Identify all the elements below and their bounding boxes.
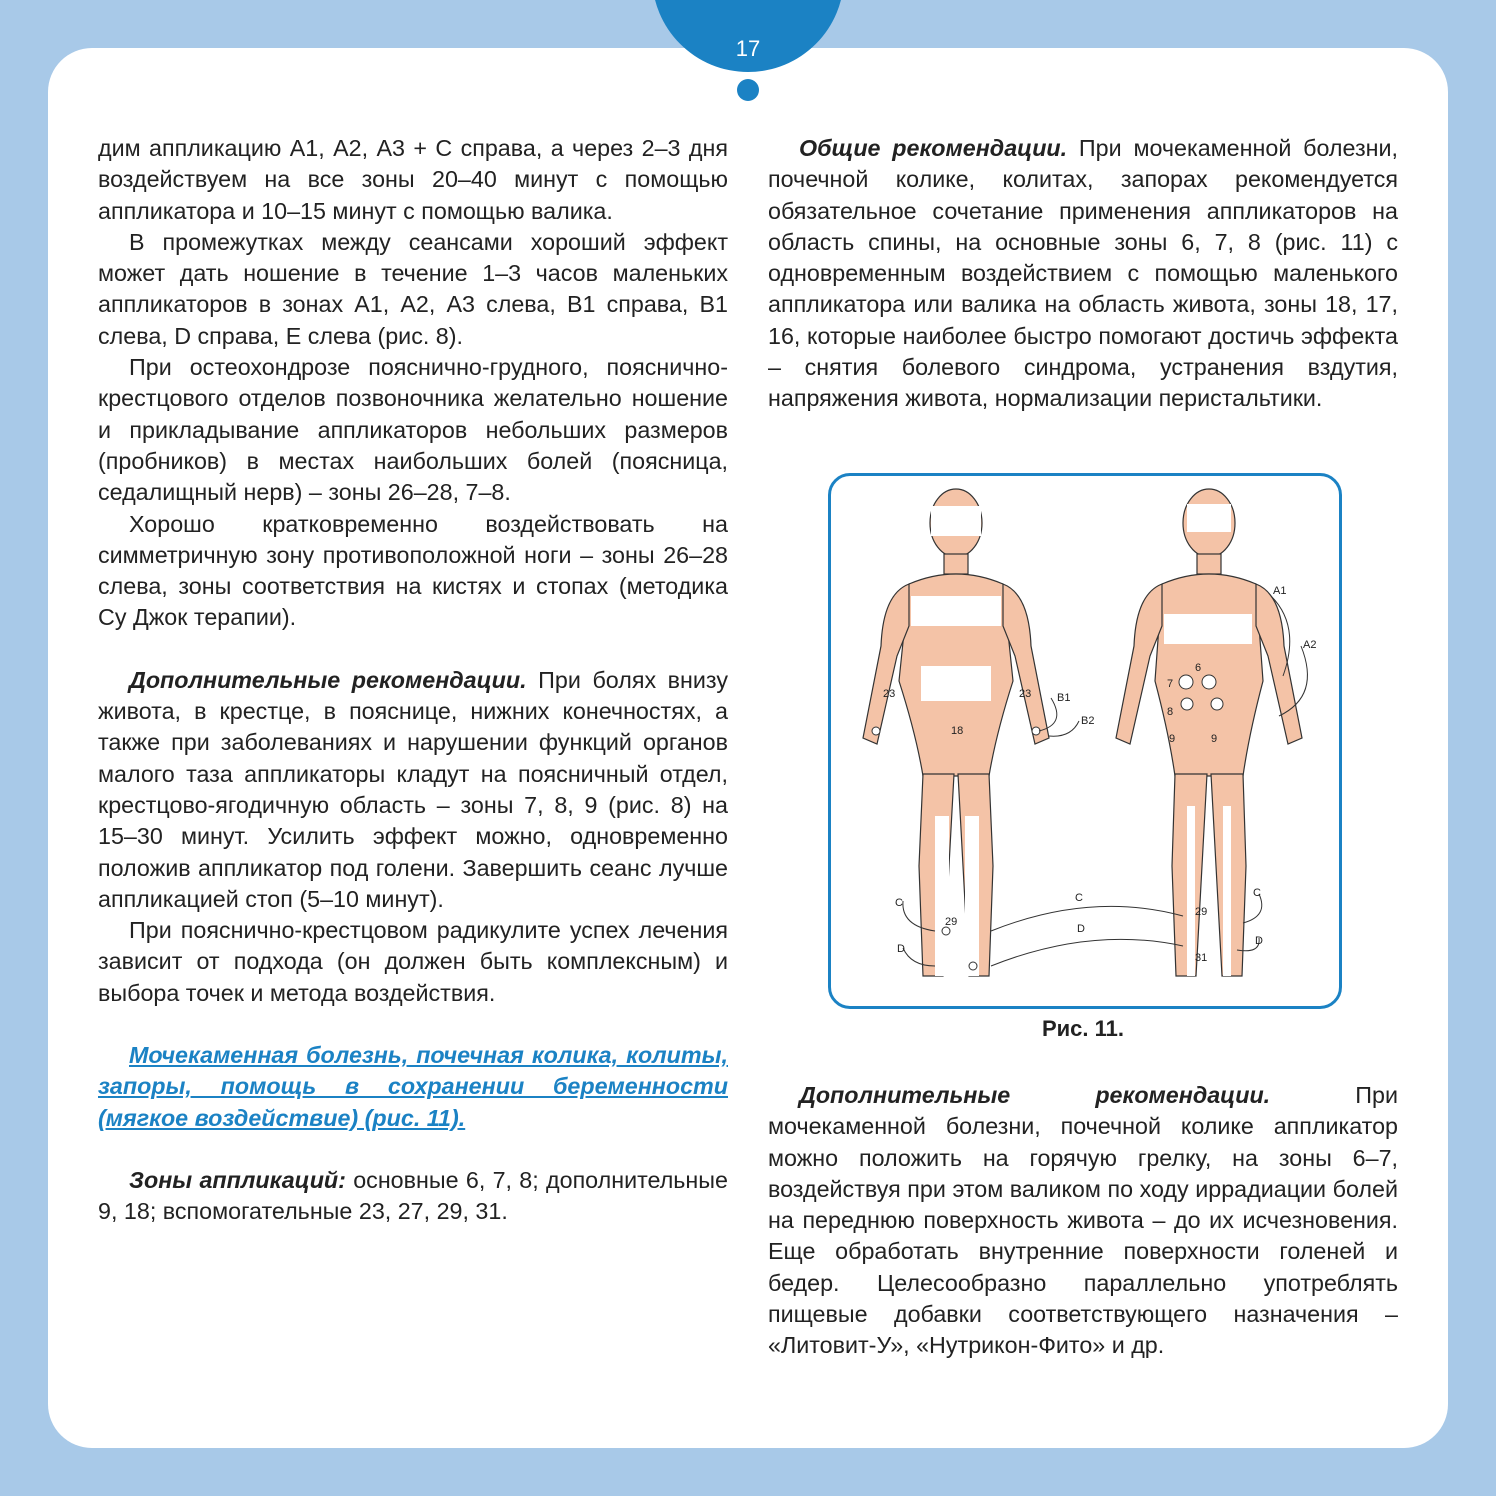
front-face-band (931, 506, 981, 536)
paragraph: При остеохондрозе пояснично-грудного, пояснично-крестцового отделов позвоночника желательно ношение и прикладывание аппликаторов небольших размеров (пробников) в местах наибольших болей (поясница, седалищный нерв) – зоны 26–28, 7–8. (98, 354, 728, 506)
zone-label: 29 (1195, 906, 1208, 918)
paragraph-heading: Зоны аппликаций: (129, 1166, 346, 1193)
zone-label: 9 (1169, 733, 1176, 745)
zone-label: 8 (1167, 706, 1174, 718)
back-leg-band-left (1187, 806, 1195, 976)
zone-label: 9 (1211, 733, 1218, 745)
zone-label: 23 (1019, 688, 1032, 700)
back-arm-right (1256, 584, 1302, 744)
paragraph-additional-recommendations (768, 1080, 1398, 1362)
zone-label: B2 (1081, 715, 1095, 727)
zone-label: 6 (1195, 662, 1202, 674)
zone-label: D (1077, 923, 1085, 935)
zone-label: C (1253, 887, 1261, 899)
paragraph: Хорошо кратковременно воздействовать на симметричную зону противоположной ноги – зоны 26–28 слева, зоны соответствия на кистях и стопах (методика Су Джок терапии). (98, 510, 728, 631)
zone-label: D (1255, 935, 1263, 947)
back-head-band (1187, 504, 1231, 532)
paragraph-heading: Дополнительные рекомендации. (129, 666, 527, 693)
section-title-link[interactable]: Мочекаменная болезнь, почечная колика, колиты, запоры, помощь в сохранении беременности (мягкое воздействие) (рис. 11). (98, 1042, 728, 1131)
paragraph-general-recommendations (768, 133, 1398, 415)
zone-label: C (1075, 892, 1083, 904)
right-column (768, 133, 1398, 415)
paragraph: В промежутках между сеансами хороший эффект может дать ношение в течение 1–3 часов маленьких аппликаторов в зонах А1, А2, А3 слева, В1 справа, В1 слева, D справа, Е слева (рис. 8). (98, 228, 728, 349)
front-neck (944, 554, 968, 574)
paragraph-heading: Дополнительные рекомендации. (799, 1082, 1271, 1108)
body-zones-illustration (831, 476, 1339, 1006)
front-belly-band (921, 666, 991, 701)
zone-label: 31 (1195, 952, 1208, 964)
zone-label: A1 (1273, 585, 1287, 597)
zone-label: A2 (1303, 639, 1317, 651)
front-leg-band-left (935, 816, 949, 976)
page-dot (737, 79, 759, 101)
paragraph: дим аппликацию А1, А2, А3 + С справа, а через 2–3 дня воздействуем на все зоны 20–40 минут с помощью аппликатора и 10–15 минут с помощью валика. (98, 135, 728, 224)
paragraph-text: При мочекаменной болезни, почечной колике, колитах, запорах рекомендуется обязательное сочетание применения аппликаторов на область спины, на основные зоны 6, 7, 8 (рис. 11) с одновременным воздействием с помощью маленького аппликатора или валика на область живота, зоны 18, 17, 16, которые наиболее быстро помогают достичь эффекта – снятия болевого синдрома, устранения вздутия, напряжения живота, нормализации перистальтики. (768, 135, 1398, 412)
paragraph-additional-recommendations (98, 665, 728, 915)
front-leg-band-right (965, 816, 979, 976)
paragraph-heading: Общие рекомендации. (799, 135, 1068, 161)
figure-caption: Рис. 11. (1041, 1016, 1125, 1041)
zone-label: B1 (1057, 692, 1071, 704)
right-column-lower (768, 1080, 1398, 1362)
page-number: 17 (735, 36, 761, 61)
paragraph: При пояснично-крестцовом радикулите успех лечения зависит от подхода (он должен быть комплексным) и выбора точек и метода воздействия. (98, 917, 728, 1006)
zone-label: 7 (1167, 678, 1174, 690)
back-neck (1197, 554, 1221, 574)
zone-label: 29 (945, 916, 958, 928)
back-upper-band (1164, 614, 1252, 644)
zone-label: 18 (951, 725, 964, 737)
front-chest-band (911, 596, 1001, 626)
back-arm-left (1116, 584, 1162, 744)
paragraph-zones (98, 1165, 728, 1228)
paragraph-text: При мочекаменной болезни, почечной колике аппликатор можно положить на горячую грелку, на зоны 6–7, воздействуя при этом валиком по ходу иррадиации болей на переднюю поверхность живота – до их исчезновения. Еще обработать внутренние поверхности голеней и бедер. Целесообразно параллельно употреблять пищевые добавки соответствующего назначения – «Литовит-У», «Нутрикон-Фито» и др. (768, 1082, 1399, 1359)
figure-body-zones (828, 473, 1342, 1009)
zone-label: D (897, 943, 905, 955)
back-leg-band-right (1223, 806, 1231, 976)
paragraph-text: основные 6, 7, 8; дополнительные 9, 18; вспомогательные 23, 27, 29, 31. (98, 1166, 728, 1225)
zone-label: 23 (883, 688, 896, 700)
paragraph-text: При болях внизу живота, в крестце, в пояснице, нижних конечностях, а также при заболеваниях и нарушении функций органов малого таза аппликаторы кладут на поясничный отдел, крестцово-ягодичную область – зоны 7, 8, 9 (рис. 8) на 15–30 минут. Усилить эффект можно, одновременно положив аппликатор под голени. Завершить сеанс лучше аппликацией стоп (5–10 минут). (98, 666, 728, 912)
left-column (98, 133, 728, 1228)
zone-label: C (895, 897, 903, 909)
